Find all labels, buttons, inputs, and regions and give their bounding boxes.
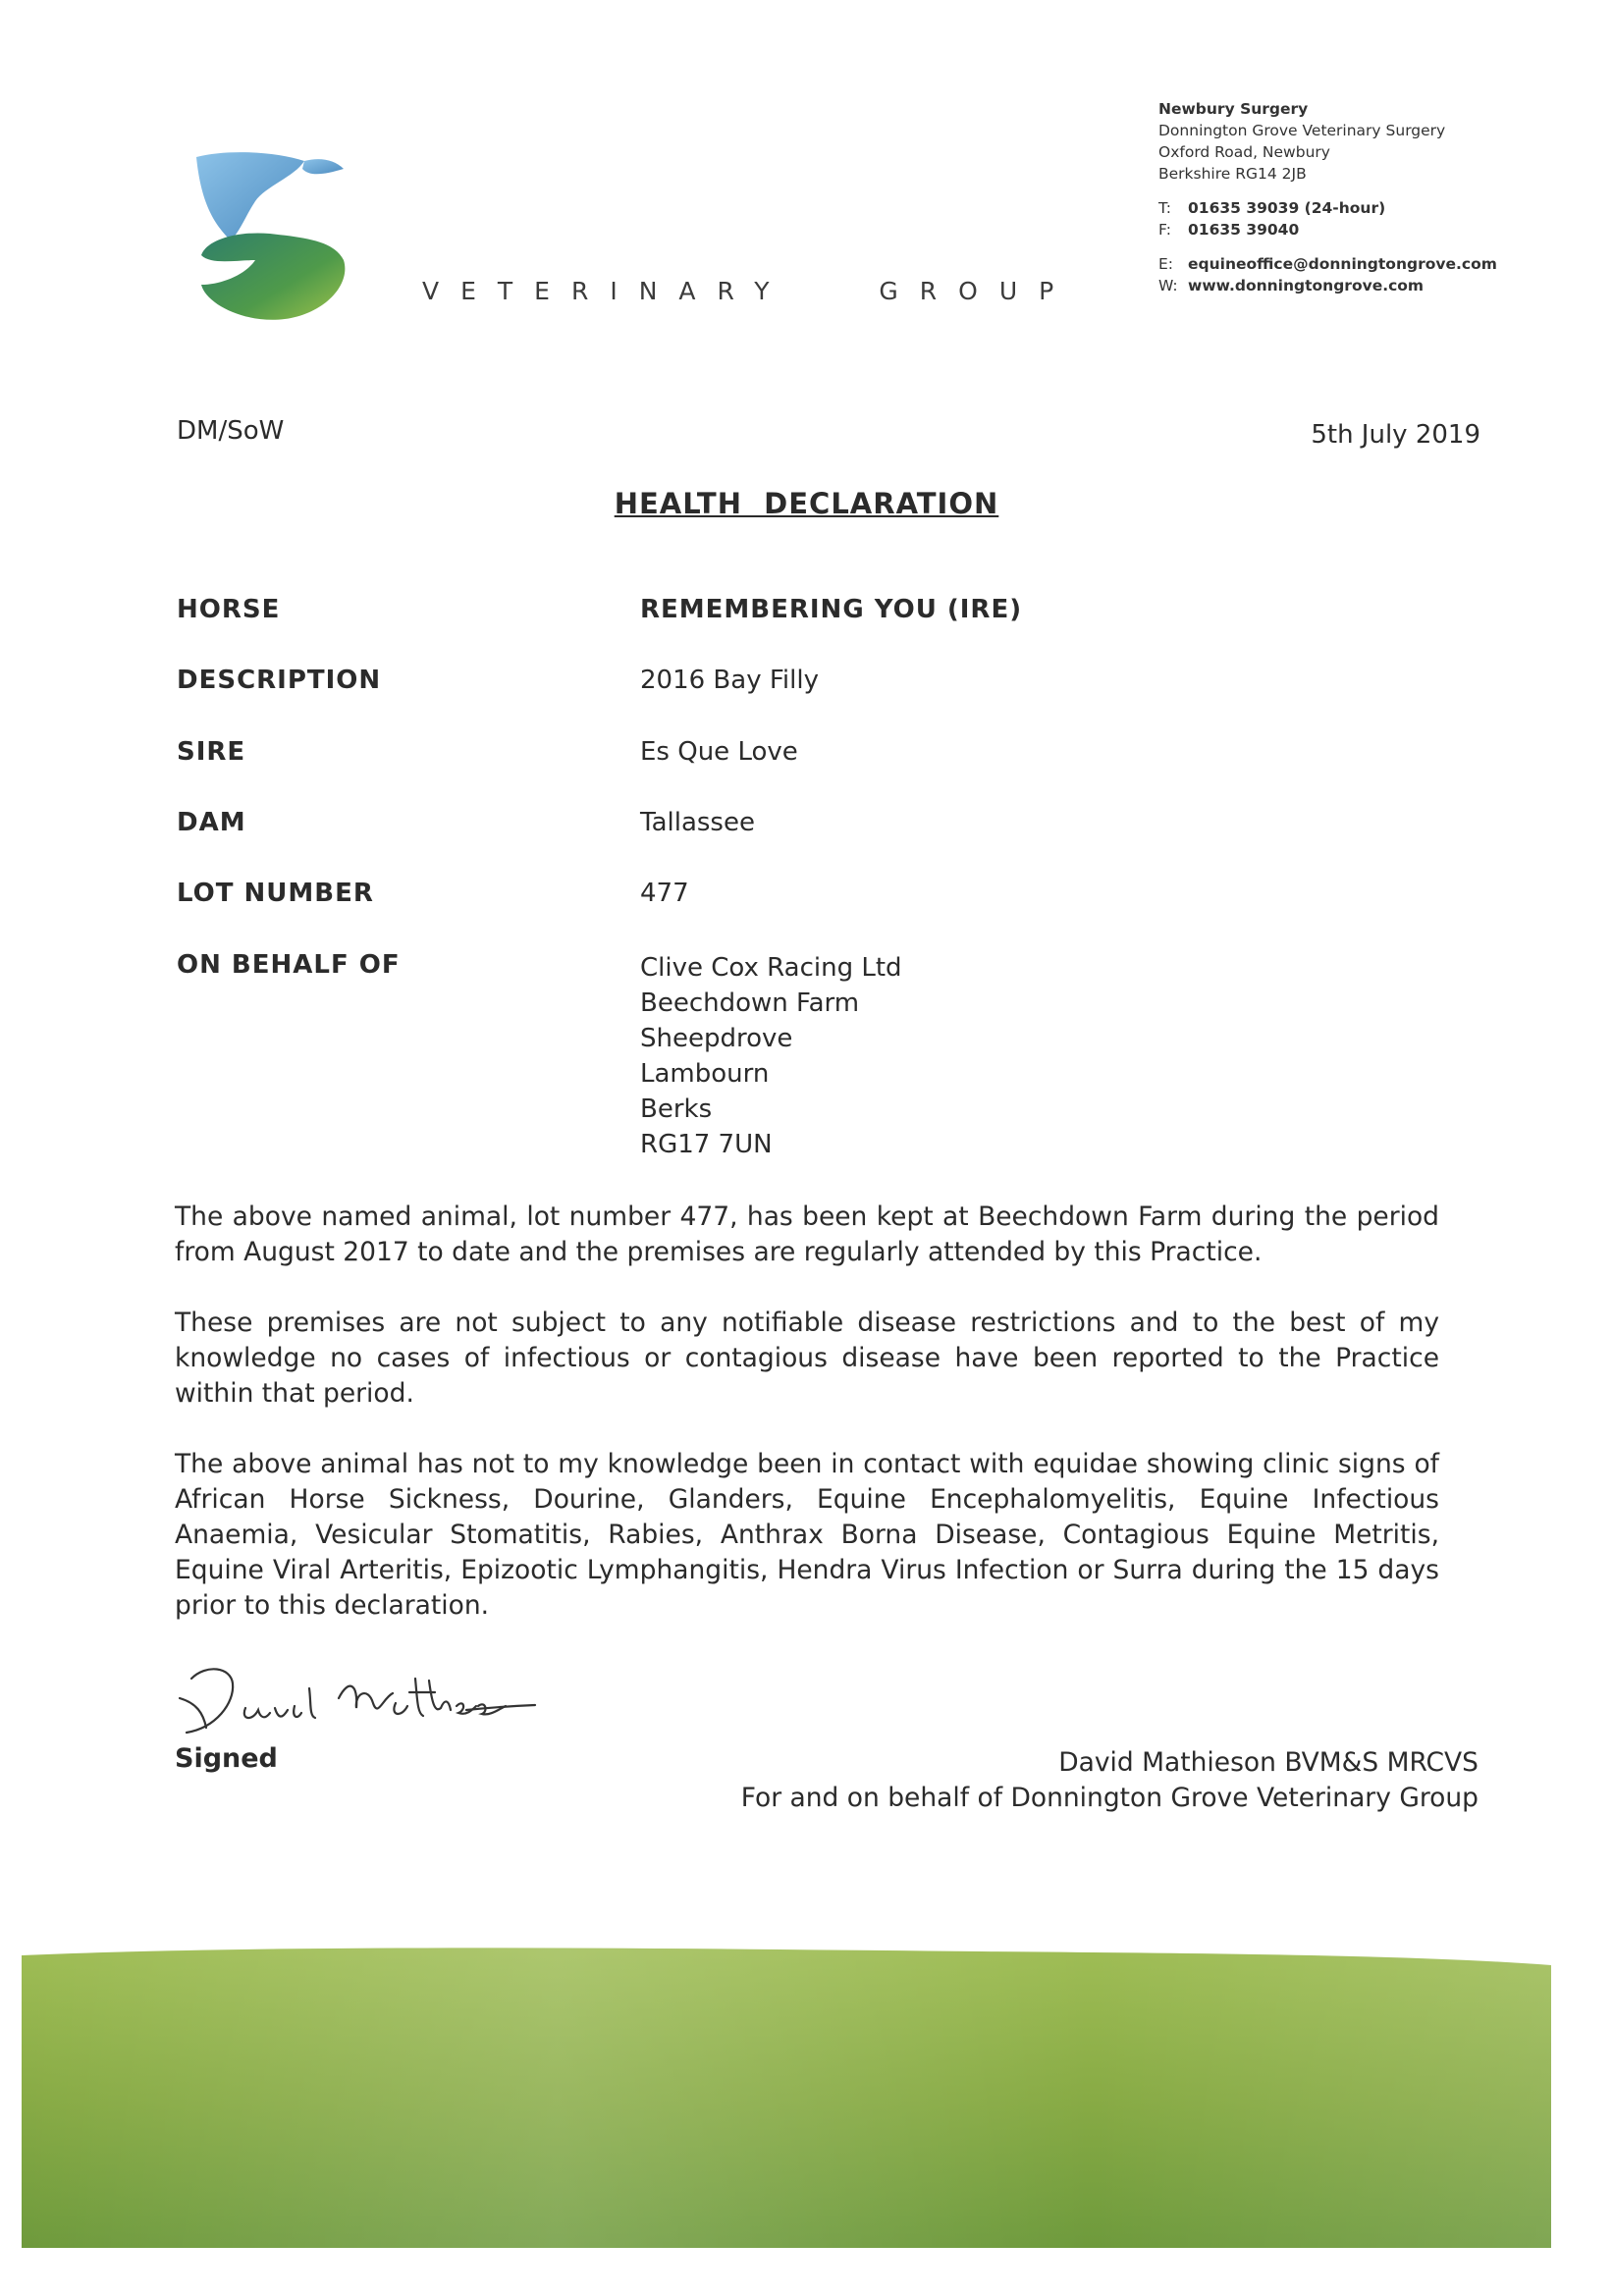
behalf-line: Berks (640, 1095, 713, 1124)
sire-label: SIRE (177, 737, 246, 767)
page-title: HEALTH DECLARATION (614, 487, 999, 520)
footer-band (0, 1944, 1613, 2296)
address-line: Berkshire RG14 2JB (1158, 165, 1307, 183)
signer-block (741, 1745, 1479, 1816)
paragraph: The above named animal, lot number 477, has been kept at Beechdown Farm during the period from August 2017 to date and the premises are regularly attended by this Practice. (175, 1201, 1439, 1267)
paragraph: The above animal has not to my knowledge been in contact with equidae showing clinic signs of African Horse Sickness, Dourine, Glanders, Equine Encephalomyelitis, Equine Infectious Anaemia, Vesicular Stomatitis, Rabies, Anthrax Borna Disease, Contagious Equine Metritis, Equine Viral Arteritis, Epizootic Lymphangitis, Hendra Virus Infection or Surra during the 15 days prior to this declaration. (175, 1449, 1439, 1621)
reference: DM/SoW (177, 416, 285, 446)
behalf-line: Lambourn (640, 1059, 770, 1089)
signed-label: Signed (175, 1743, 278, 1774)
phone-label: T: (1158, 199, 1171, 217)
horse-value: REMEMBERING YOU (IRE) (640, 595, 1023, 624)
lot-label: LOT NUMBER (177, 879, 374, 908)
address-block (1158, 98, 1497, 296)
fax-line (1158, 219, 1497, 240)
address-line: Donnington Grove Veterinary Surgery (1158, 122, 1446, 139)
description-value: 2016 Bay Filly (640, 666, 819, 695)
logo-icon (187, 147, 358, 324)
phone-number: 01635 39039 (24-hour) (1188, 199, 1386, 217)
signer-organisation: For and on behalf of Donnington Grove Veterinary Group (740, 1783, 1479, 1813)
email-label: E: (1158, 255, 1174, 273)
dam-value: Tallassee (640, 808, 755, 837)
description-label: DESCRIPTION (177, 666, 382, 695)
behalf-line: RG17 7UN (640, 1130, 773, 1159)
signature-image (172, 1659, 545, 1757)
group-name: VETERINARY GROUP (422, 277, 1076, 305)
email-link[interactable]: equineoffice@donningtongrove.com (1188, 255, 1497, 273)
letter-date: 5th July 2019 (1311, 420, 1480, 450)
web-line (1158, 275, 1497, 296)
address-line: Oxford Road, Newbury (1158, 143, 1330, 161)
surgery-name: Newbury Surgery (1158, 100, 1309, 118)
fax-number: 01635 39040 (1188, 221, 1300, 239)
sire-value: Es Que Love (640, 737, 798, 767)
web-link[interactable]: www.donningtongrove.com (1188, 277, 1425, 294)
signer-name: David Mathieson BVM&S MRCVS (1058, 1747, 1479, 1778)
behalf-line: Clive Cox Racing Ltd (640, 953, 902, 983)
behalf-line: Beechdown Farm (640, 988, 860, 1018)
behalf-line: Sheepdrove (640, 1024, 793, 1053)
web-label: W: (1158, 277, 1178, 294)
dam-label: DAM (177, 808, 246, 837)
paragraph: These premises are not subject to any notifiable disease restrictions and to the best of my knowledge no cases of infectious or contagious disease have been reported to the Practice within that period. (175, 1308, 1439, 1409)
phone-line (1158, 197, 1497, 219)
behalf-label: ON BEHALF OF (177, 950, 401, 980)
fax-label: F: (1158, 221, 1171, 239)
horse-label: HORSE (177, 595, 281, 624)
behalf-address (640, 950, 902, 1162)
email-line (1158, 253, 1497, 275)
lot-value: 477 (640, 879, 689, 908)
